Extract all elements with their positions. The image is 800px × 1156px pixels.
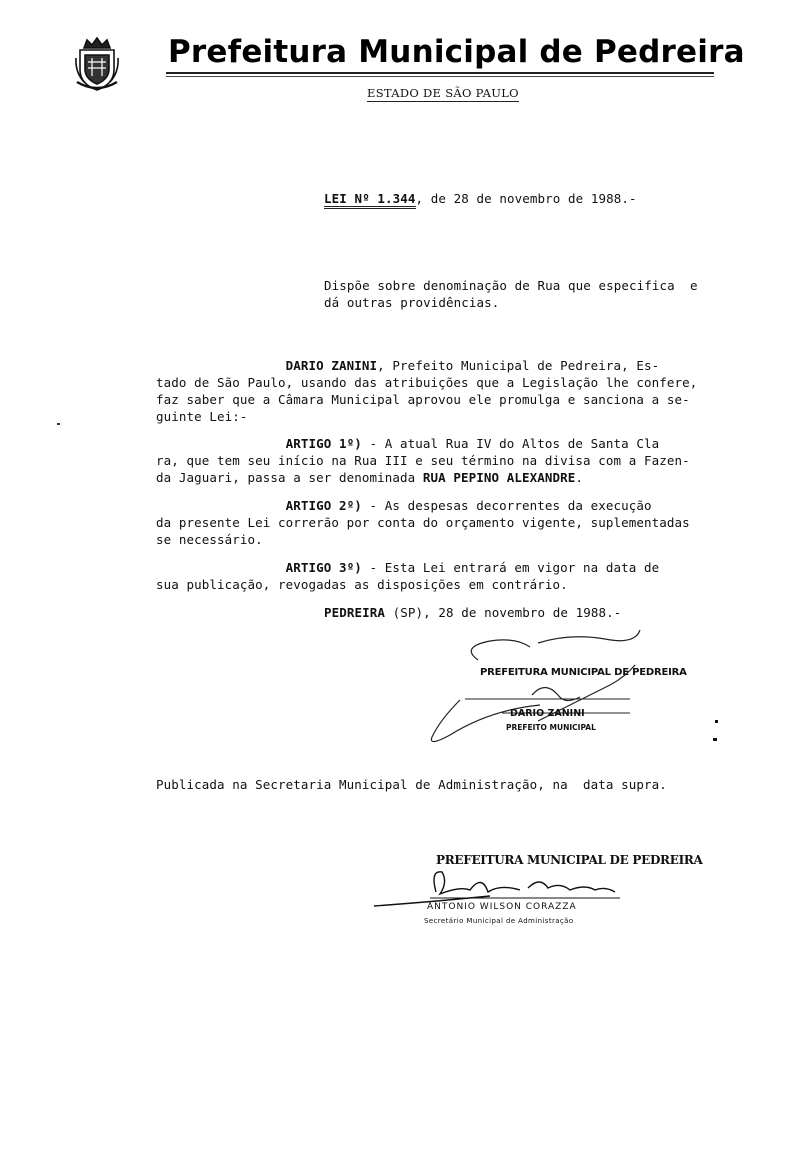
mayor-signature-role: PREFEITO MUNICIPAL (506, 723, 596, 732)
preamble-line: tado de São Paulo, usando das atribuições que a Legislação lhe confere, (156, 375, 698, 390)
municipal-coat-of-arms-icon (74, 36, 120, 92)
secretary-signature-role: Secretário Municipal de Administração (424, 917, 574, 925)
article-line: sua publicação, revogadas as disposições em contrário. (156, 577, 568, 592)
article-line: ARTIGO 3º) - Esta Lei entrará em vigor na data de (285, 560, 660, 575)
secretary-stamp: PREFEITURA MUNICIPAL DE PEDREIRA (436, 853, 703, 867)
state-name: ESTADO DE SÃO PAULO (367, 86, 519, 100)
scan-speck (57, 423, 60, 425)
law-date: , de 28 de novembro de 1988.- (415, 191, 637, 206)
article-line: ARTIGO 2º) - As despesas decorrentes da execução (285, 498, 652, 513)
letterhead-title: Prefeitura Municipal de Pedreira (168, 34, 745, 70)
article-line: ARTIGO 1º) - A atual Rua IV do Altos de Santa Cla (285, 436, 660, 451)
publication-note: Publicada na Secretaria Municipal de Administração, na data supra. (156, 777, 667, 792)
article-3 (156, 559, 659, 593)
letterhead-rule (166, 72, 714, 74)
article-label: ARTIGO 2º) (285, 498, 362, 513)
ementa (324, 277, 698, 311)
secretary-signature-name: ANTONIO WILSON CORAZZA (427, 902, 577, 912)
preamble-line: DARIO ZANINI, Prefeito Municipal de Pedreira, Es- (285, 358, 660, 373)
article-1 (156, 435, 690, 486)
article-2 (156, 497, 690, 548)
law-heading (324, 191, 637, 206)
article-line: da Jaguari, passa a ser denominada RUA PEPINO ALEXANDRE. (156, 470, 584, 485)
article-line: ra, que tem seu início na Rua III e seu término na divisa com a Fazen- (156, 453, 690, 468)
street-name: RUA PEPINO ALEXANDRE (422, 470, 576, 485)
mayor-handwritten-signature (420, 625, 650, 755)
ementa-line: Dispõe sobre denominação de Rua que especifica e (324, 278, 698, 293)
letterhead-rule-thin (166, 76, 714, 77)
scan-speck (715, 720, 718, 723)
article-label: ARTIGO 1º) (285, 436, 362, 451)
article-line: da presente Lei correrão por conta do orçamento vigente, suplementadas (156, 515, 690, 530)
place-date: PEDREIRA (SP), 28 de novembro de 1988.- (324, 605, 622, 620)
mayor-stamp: PREFEITURA MUNICIPAL DE PEDREIRA (480, 667, 687, 678)
article-line: se necessário. (156, 532, 263, 547)
preamble-line: guinte Lei:- (156, 409, 248, 424)
mayor-signature-name: DARIO ZANINI (510, 708, 585, 719)
place-name: PEDREIRA (324, 605, 386, 620)
law-number: LEI Nº 1.344 (324, 191, 416, 209)
ementa-line: dá outras providências. (324, 295, 500, 310)
preamble (156, 357, 697, 425)
preamble-line: faz saber que a Câmara Municipal aprovou ele promulga e sanciona a se- (156, 392, 690, 407)
mayor-name: DARIO ZANINI (285, 358, 378, 373)
scan-speck (713, 738, 717, 741)
article-label: ARTIGO 3º) (285, 560, 362, 575)
